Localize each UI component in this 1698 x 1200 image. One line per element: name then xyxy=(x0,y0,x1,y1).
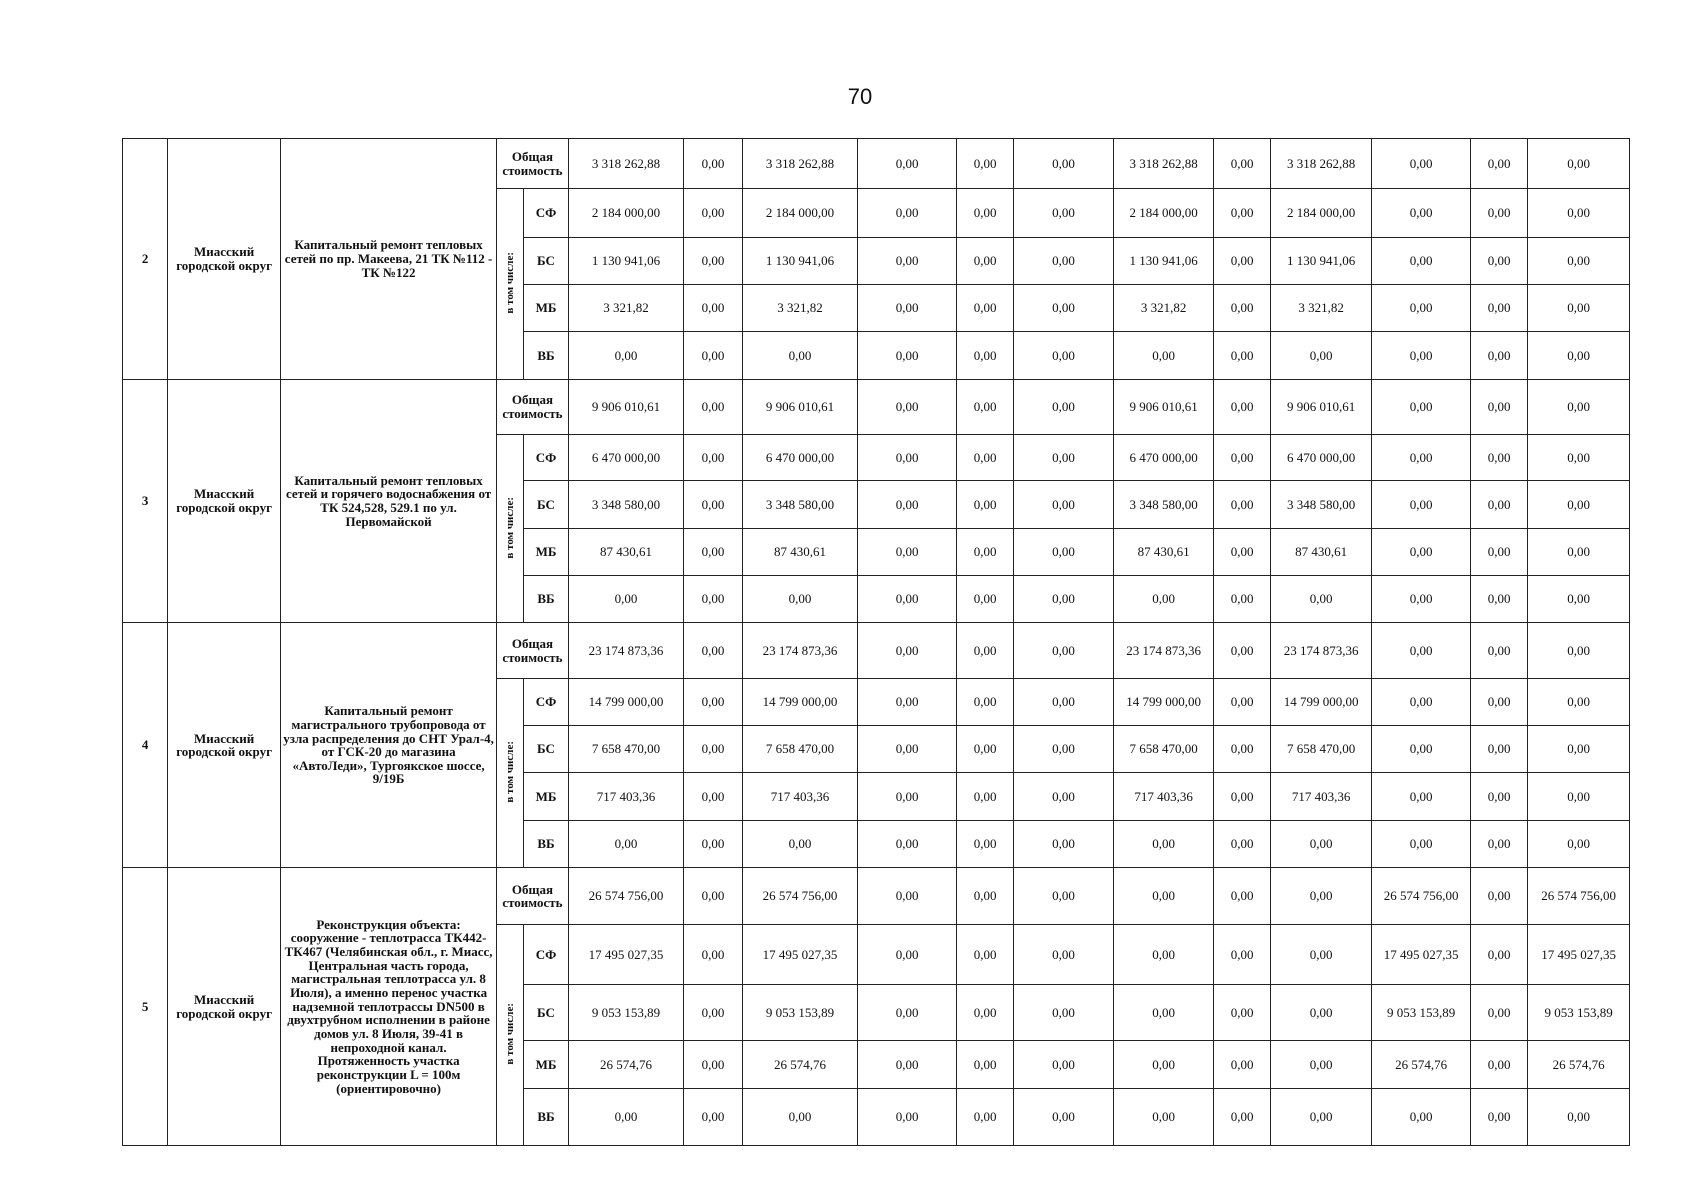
amount-cell: 0,00 xyxy=(858,139,957,189)
amount-cell: 9 053 153,89 xyxy=(568,984,684,1040)
amount-cell: 0,00 xyxy=(1214,435,1270,481)
amount-cell: 0,00 xyxy=(1470,481,1527,528)
amount-cell: 0,00 xyxy=(1528,481,1630,528)
amount-cell: 0,00 xyxy=(956,189,1013,237)
funding-source-code: МБ xyxy=(524,1041,568,1088)
amount-cell: 0,00 xyxy=(1372,237,1471,284)
amount-cell: 0,00 xyxy=(956,435,1013,481)
amount-cell: 26 574 756,00 xyxy=(1372,868,1471,925)
amount-cell: 2 184 000,00 xyxy=(742,189,858,237)
amount-cell: 0,00 xyxy=(1214,1088,1270,1145)
total-cost-label: Общая стоимость xyxy=(497,379,568,434)
amount-cell: 0,00 xyxy=(684,139,742,189)
amount-cell: 14 799 000,00 xyxy=(742,678,858,725)
amount-cell: 0,00 xyxy=(1372,820,1471,867)
amount-cell: 0,00 xyxy=(1270,868,1372,925)
amount-cell: 1 130 941,06 xyxy=(742,237,858,284)
amount-cell: 26 574,76 xyxy=(1528,1041,1630,1088)
amount-cell: 0,00 xyxy=(1214,528,1270,575)
amount-cell: 0,00 xyxy=(858,576,957,623)
amount-cell: 0,00 xyxy=(1528,332,1630,379)
amount-cell: 0,00 xyxy=(1014,925,1114,984)
funding-source-code: БС xyxy=(524,481,568,528)
amount-cell: 3 348 580,00 xyxy=(1270,481,1372,528)
amount-cell: 87 430,61 xyxy=(1270,528,1372,575)
amount-cell: 0,00 xyxy=(1214,379,1270,434)
amount-cell: 7 658 470,00 xyxy=(1113,726,1214,773)
amount-cell: 3 318 262,88 xyxy=(1113,139,1214,189)
amount-cell: 0,00 xyxy=(1528,726,1630,773)
amount-cell: 0,00 xyxy=(1214,868,1270,925)
group-total-row xyxy=(123,868,1630,925)
funding-source-code: СФ xyxy=(524,925,568,984)
group-total-row xyxy=(123,623,1630,678)
amount-cell: 0,00 xyxy=(684,285,742,332)
amount-cell: 0,00 xyxy=(858,925,957,984)
object-description: Капитальный ремонт тепловых сетей по пр. Макеева, 21 ТК №112 - ТК №122 xyxy=(280,139,496,380)
amount-cell: 9 906 010,61 xyxy=(568,379,684,434)
amount-cell: 0,00 xyxy=(956,481,1013,528)
amount-cell: 717 403,36 xyxy=(568,773,684,820)
amount-cell: 0,00 xyxy=(956,1041,1013,1088)
including-label: в том числе: xyxy=(503,496,516,559)
amount-cell: 6 470 000,00 xyxy=(1270,435,1372,481)
group-total-row xyxy=(123,379,1630,434)
amount-cell: 0,00 xyxy=(684,868,742,925)
amount-cell: 14 799 000,00 xyxy=(1113,678,1214,725)
amount-cell: 0,00 xyxy=(956,139,1013,189)
amount-cell: 0,00 xyxy=(1113,1041,1214,1088)
amount-cell: 3 318 262,88 xyxy=(568,139,684,189)
amount-cell: 0,00 xyxy=(1470,285,1527,332)
amount-cell: 0,00 xyxy=(1470,820,1527,867)
amount-cell: 9 053 153,89 xyxy=(1372,984,1471,1040)
amount-cell: 0,00 xyxy=(1270,1088,1372,1145)
amount-cell: 0,00 xyxy=(1214,678,1270,725)
municipality-name: Миасский городской округ xyxy=(168,623,281,868)
amount-cell: 717 403,36 xyxy=(742,773,858,820)
amount-cell: 3 318 262,88 xyxy=(1270,139,1372,189)
amount-cell: 23 174 873,36 xyxy=(1113,623,1214,678)
amount-cell: 0,00 xyxy=(858,820,957,867)
amount-cell: 0,00 xyxy=(1014,820,1114,867)
amount-cell: 0,00 xyxy=(1214,820,1270,867)
amount-cell: 0,00 xyxy=(1470,528,1527,575)
municipality-name: Миасский городской округ xyxy=(168,868,281,1146)
group-total-row xyxy=(123,139,1630,189)
amount-cell: 0,00 xyxy=(1113,332,1214,379)
amount-cell: 0,00 xyxy=(1372,678,1471,725)
amount-cell: 3 348 580,00 xyxy=(742,481,858,528)
amount-cell: 0,00 xyxy=(858,332,957,379)
amount-cell: 0,00 xyxy=(1014,481,1114,528)
row-number: 5 xyxy=(123,868,168,1146)
amount-cell: 0,00 xyxy=(1014,868,1114,925)
amount-cell: 3 348 580,00 xyxy=(568,481,684,528)
amount-cell: 0,00 xyxy=(858,1041,957,1088)
amount-cell: 0,00 xyxy=(956,1088,1013,1145)
object-description: Реконструкция объекта: сооружение - теплотрасса ТК442-ТК467 (Челябинская обл., г. Миасс, Центральная часть города, магистральная теплотрасса ул. 8 Июля), а именно перенос участка надземной теплотрассы DN500 в двухтрубном исполнении в районе домов ул. 8 Июля, 39-41 в непроходной канал. Протяженность участка реконструкции L = 100м (ориентировочно) xyxy=(280,868,496,1146)
amount-cell: 0,00 xyxy=(1113,868,1214,925)
amount-cell: 0,00 xyxy=(1470,868,1527,925)
including-label-cell xyxy=(497,678,524,867)
funding-source-code: МБ xyxy=(524,528,568,575)
including-label-cell xyxy=(497,189,524,379)
amount-cell: 0,00 xyxy=(684,726,742,773)
amount-cell: 0,00 xyxy=(1014,435,1114,481)
amount-cell: 0,00 xyxy=(1372,379,1471,434)
amount-cell: 9 053 153,89 xyxy=(742,984,858,1040)
amount-cell: 0,00 xyxy=(1113,925,1214,984)
amount-cell: 1 130 941,06 xyxy=(1270,237,1372,284)
amount-cell: 2 184 000,00 xyxy=(1113,189,1214,237)
total-cost-label: Общая стоимость xyxy=(497,623,568,678)
amount-cell: 0,00 xyxy=(1470,773,1527,820)
amount-cell: 0,00 xyxy=(684,820,742,867)
municipality-name: Миасский городской округ xyxy=(168,379,281,623)
amount-cell: 0,00 xyxy=(1470,1088,1527,1145)
amount-cell: 0,00 xyxy=(858,189,957,237)
municipality-name: Миасский городской округ xyxy=(168,139,281,380)
amount-cell: 0,00 xyxy=(684,1088,742,1145)
amount-cell: 0,00 xyxy=(684,481,742,528)
amount-cell: 0,00 xyxy=(1528,1088,1630,1145)
amount-cell: 9 906 010,61 xyxy=(742,379,858,434)
amount-cell: 26 574 756,00 xyxy=(1528,868,1630,925)
funding-source-code: ВБ xyxy=(524,820,568,867)
including-label-cell xyxy=(497,925,524,1146)
amount-cell: 0,00 xyxy=(1214,285,1270,332)
amount-cell: 0,00 xyxy=(568,576,684,623)
total-cost-label: Общая стоимость xyxy=(497,139,568,189)
amount-cell: 0,00 xyxy=(1014,237,1114,284)
amount-cell: 0,00 xyxy=(858,481,957,528)
amount-cell: 0,00 xyxy=(1214,481,1270,528)
amount-cell: 0,00 xyxy=(1470,576,1527,623)
amount-cell: 0,00 xyxy=(956,237,1013,284)
amount-cell: 0,00 xyxy=(1528,820,1630,867)
amount-cell: 0,00 xyxy=(1113,1088,1214,1145)
funding-source-code: ВБ xyxy=(524,576,568,623)
amount-cell: 0,00 xyxy=(1014,678,1114,725)
amount-cell: 6 470 000,00 xyxy=(742,435,858,481)
amount-cell: 0,00 xyxy=(1372,773,1471,820)
row-number: 4 xyxy=(123,623,168,868)
amount-cell: 0,00 xyxy=(1014,984,1114,1040)
amount-cell: 9 906 010,61 xyxy=(1270,379,1372,434)
including-label: в том числе: xyxy=(503,1003,516,1065)
amount-cell: 0,00 xyxy=(1528,623,1630,678)
amount-cell: 0,00 xyxy=(858,1088,957,1145)
amount-cell: 14 799 000,00 xyxy=(568,678,684,725)
amount-cell: 0,00 xyxy=(1214,984,1270,1040)
amount-cell: 23 174 873,36 xyxy=(568,623,684,678)
amount-cell: 0,00 xyxy=(1214,623,1270,678)
amount-cell: 9 053 153,89 xyxy=(1528,984,1630,1040)
amount-cell: 0,00 xyxy=(1470,925,1527,984)
amount-cell: 0,00 xyxy=(858,435,957,481)
amount-cell: 0,00 xyxy=(1014,189,1114,237)
amount-cell: 0,00 xyxy=(1470,984,1527,1040)
amount-cell: 0,00 xyxy=(684,678,742,725)
object-description: Капитальный ремонт магистрального трубопровода от узла распределения до СНТ Урал-4, от ГСК-20 до магазина «АвтоЛеди», Тургоякское шоссе, 9/19Б xyxy=(280,623,496,868)
amount-cell: 0,00 xyxy=(1214,726,1270,773)
amount-cell: 0,00 xyxy=(1270,576,1372,623)
total-cost-label: Общая стоимость xyxy=(497,868,568,925)
amount-cell: 0,00 xyxy=(956,379,1013,434)
amount-cell: 0,00 xyxy=(858,285,957,332)
funding-source-code: БС xyxy=(524,237,568,284)
amount-cell: 26 574 756,00 xyxy=(742,868,858,925)
amount-cell: 2 184 000,00 xyxy=(568,189,684,237)
amount-cell: 17 495 027,35 xyxy=(568,925,684,984)
amount-cell: 0,00 xyxy=(956,623,1013,678)
amount-cell: 0,00 xyxy=(1528,379,1630,434)
amount-cell: 0,00 xyxy=(1014,1041,1114,1088)
amount-cell: 0,00 xyxy=(1014,528,1114,575)
amount-cell: 0,00 xyxy=(1214,237,1270,284)
row-number: 2 xyxy=(123,139,168,380)
funding-source-code: ВБ xyxy=(524,1088,568,1145)
amount-cell: 0,00 xyxy=(1470,139,1527,189)
amount-cell: 0,00 xyxy=(1372,1088,1471,1145)
amount-cell: 0,00 xyxy=(1528,435,1630,481)
amount-cell: 0,00 xyxy=(858,726,957,773)
amount-cell: 0,00 xyxy=(684,237,742,284)
amount-cell: 0,00 xyxy=(1113,576,1214,623)
amount-cell: 0,00 xyxy=(1014,726,1114,773)
funding-source-code: БС xyxy=(524,726,568,773)
amount-cell: 717 403,36 xyxy=(1113,773,1214,820)
amount-cell: 0,00 xyxy=(858,623,957,678)
amount-cell: 0,00 xyxy=(1470,435,1527,481)
amount-cell: 0,00 xyxy=(742,820,858,867)
amount-cell: 0,00 xyxy=(858,379,957,434)
amount-cell: 0,00 xyxy=(1014,773,1114,820)
amount-cell: 0,00 xyxy=(956,820,1013,867)
amount-cell: 0,00 xyxy=(1214,925,1270,984)
funding-source-code: МБ xyxy=(524,285,568,332)
funding-source-code: БС xyxy=(524,984,568,1040)
amount-cell: 0,00 xyxy=(1270,1041,1372,1088)
amount-cell: 0,00 xyxy=(1372,726,1471,773)
amount-cell: 0,00 xyxy=(1528,189,1630,237)
amount-cell: 7 658 470,00 xyxy=(742,726,858,773)
amount-cell: 1 130 941,06 xyxy=(568,237,684,284)
amount-cell: 0,00 xyxy=(1014,379,1114,434)
amount-cell: 6 470 000,00 xyxy=(568,435,684,481)
amount-cell: 0,00 xyxy=(956,678,1013,725)
funding-source-code: СФ xyxy=(524,189,568,237)
amount-cell: 0,00 xyxy=(1470,678,1527,725)
amount-cell: 0,00 xyxy=(684,623,742,678)
amount-cell: 0,00 xyxy=(1014,332,1114,379)
amount-cell: 0,00 xyxy=(1270,984,1372,1040)
amount-cell: 0,00 xyxy=(1214,576,1270,623)
amount-cell: 23 174 873,36 xyxy=(742,623,858,678)
amount-cell: 3 318 262,88 xyxy=(742,139,858,189)
amount-cell: 0,00 xyxy=(1113,820,1214,867)
amount-cell: 0,00 xyxy=(1372,332,1471,379)
amount-cell: 0,00 xyxy=(1214,189,1270,237)
amount-cell: 0,00 xyxy=(684,984,742,1040)
amount-cell: 0,00 xyxy=(858,678,957,725)
amount-cell: 0,00 xyxy=(1270,332,1372,379)
amount-cell: 0,00 xyxy=(568,1088,684,1145)
amount-cell: 0,00 xyxy=(956,773,1013,820)
amount-cell: 0,00 xyxy=(742,332,858,379)
funding-source-code: СФ xyxy=(524,435,568,481)
amount-cell: 0,00 xyxy=(956,332,1013,379)
amount-cell: 0,00 xyxy=(1372,623,1471,678)
amount-cell: 0,00 xyxy=(1372,576,1471,623)
amount-cell: 0,00 xyxy=(1214,332,1270,379)
amount-cell: 17 495 027,35 xyxy=(1528,925,1630,984)
amount-cell: 0,00 xyxy=(1528,576,1630,623)
amount-cell: 0,00 xyxy=(1470,237,1527,284)
amount-cell: 0,00 xyxy=(1372,285,1471,332)
amount-cell: 0,00 xyxy=(1470,332,1527,379)
amount-cell: 0,00 xyxy=(1372,528,1471,575)
amount-cell: 3 321,82 xyxy=(742,285,858,332)
amount-cell: 87 430,61 xyxy=(568,528,684,575)
amount-cell: 0,00 xyxy=(1470,189,1527,237)
amount-cell: 0,00 xyxy=(1470,1041,1527,1088)
amount-cell: 0,00 xyxy=(1528,285,1630,332)
amount-cell: 14 799 000,00 xyxy=(1270,678,1372,725)
amount-cell: 0,00 xyxy=(1528,139,1630,189)
amount-cell: 0,00 xyxy=(1014,139,1114,189)
amount-cell: 26 574 756,00 xyxy=(568,868,684,925)
amount-cell: 717 403,36 xyxy=(1270,773,1372,820)
amount-cell: 17 495 027,35 xyxy=(742,925,858,984)
amount-cell: 0,00 xyxy=(1372,435,1471,481)
amount-cell: 0,00 xyxy=(1014,623,1114,678)
amount-cell: 2 184 000,00 xyxy=(1270,189,1372,237)
amount-cell: 0,00 xyxy=(956,984,1013,1040)
amount-cell: 7 658 470,00 xyxy=(568,726,684,773)
amount-cell: 0,00 xyxy=(956,528,1013,575)
amount-cell: 17 495 027,35 xyxy=(1372,925,1471,984)
amount-cell: 3 348 580,00 xyxy=(1113,481,1214,528)
amount-cell: 0,00 xyxy=(858,528,957,575)
page-number: 70 xyxy=(847,84,873,109)
including-label-cell xyxy=(497,435,524,623)
amount-cell: 26 574,76 xyxy=(1372,1041,1471,1088)
amount-cell: 0,00 xyxy=(1214,1041,1270,1088)
amount-cell: 3 321,82 xyxy=(1270,285,1372,332)
amount-cell: 0,00 xyxy=(684,435,742,481)
amount-cell: 1 130 941,06 xyxy=(1113,237,1214,284)
amount-cell: 0,00 xyxy=(956,925,1013,984)
amount-cell: 0,00 xyxy=(1014,1088,1114,1145)
amount-cell: 0,00 xyxy=(1372,481,1471,528)
amount-cell: 87 430,61 xyxy=(1113,528,1214,575)
funding-source-code: ВБ xyxy=(524,332,568,379)
amount-cell: 0,00 xyxy=(1113,984,1214,1040)
amount-cell: 0,00 xyxy=(858,773,957,820)
amount-cell: 0,00 xyxy=(1214,773,1270,820)
amount-cell: 3 321,82 xyxy=(568,285,684,332)
amount-cell: 0,00 xyxy=(858,868,957,925)
amount-cell: 0,00 xyxy=(1528,237,1630,284)
amount-cell: 0,00 xyxy=(1470,726,1527,773)
amount-cell: 0,00 xyxy=(742,576,858,623)
amount-cell: 26 574,76 xyxy=(742,1041,858,1088)
amount-cell: 0,00 xyxy=(956,576,1013,623)
amount-cell: 0,00 xyxy=(858,984,957,1040)
amount-cell: 0,00 xyxy=(956,868,1013,925)
amount-cell: 7 658 470,00 xyxy=(1270,726,1372,773)
amount-cell: 0,00 xyxy=(684,773,742,820)
amount-cell: 0,00 xyxy=(568,820,684,867)
funding-table xyxy=(122,138,1630,1146)
amount-cell: 0,00 xyxy=(1372,139,1471,189)
amount-cell: 0,00 xyxy=(956,726,1013,773)
amount-cell: 0,00 xyxy=(1528,773,1630,820)
amount-cell: 0,00 xyxy=(1014,285,1114,332)
amount-cell: 0,00 xyxy=(684,1041,742,1088)
amount-cell: 0,00 xyxy=(1014,576,1114,623)
amount-cell: 0,00 xyxy=(568,332,684,379)
including-label: в том числе: xyxy=(503,251,516,314)
amount-cell: 0,00 xyxy=(684,576,742,623)
amount-cell: 0,00 xyxy=(858,237,957,284)
amount-cell: 0,00 xyxy=(684,379,742,434)
row-number: 3 xyxy=(123,379,168,623)
amount-cell: 0,00 xyxy=(684,189,742,237)
amount-cell: 26 574,76 xyxy=(568,1041,684,1088)
amount-cell: 0,00 xyxy=(742,1088,858,1145)
amount-cell: 0,00 xyxy=(1270,925,1372,984)
including-label: в том числе: xyxy=(503,740,516,803)
amount-cell: 0,00 xyxy=(684,332,742,379)
amount-cell: 0,00 xyxy=(1528,678,1630,725)
amount-cell: 0,00 xyxy=(1372,189,1471,237)
amount-cell: 0,00 xyxy=(1470,379,1527,434)
amount-cell: 0,00 xyxy=(684,925,742,984)
amount-cell: 9 906 010,61 xyxy=(1113,379,1214,434)
amount-cell: 0,00 xyxy=(1470,623,1527,678)
amount-cell: 3 321,82 xyxy=(1113,285,1214,332)
object-description: Капитальный ремонт тепловых сетей и горячего водоснабжения от ТК 524,528, 529.1 по ул. Первомайской xyxy=(280,379,496,623)
amount-cell: 0,00 xyxy=(956,285,1013,332)
amount-cell: 87 430,61 xyxy=(742,528,858,575)
amount-cell: 0,00 xyxy=(1270,820,1372,867)
amount-cell: 0,00 xyxy=(1528,528,1630,575)
funding-source-code: МБ xyxy=(524,773,568,820)
funding-source-code: СФ xyxy=(524,678,568,725)
amount-cell: 23 174 873,36 xyxy=(1270,623,1372,678)
amount-cell: 6 470 000,00 xyxy=(1113,435,1214,481)
amount-cell: 0,00 xyxy=(684,528,742,575)
amount-cell: 0,00 xyxy=(1214,139,1270,189)
